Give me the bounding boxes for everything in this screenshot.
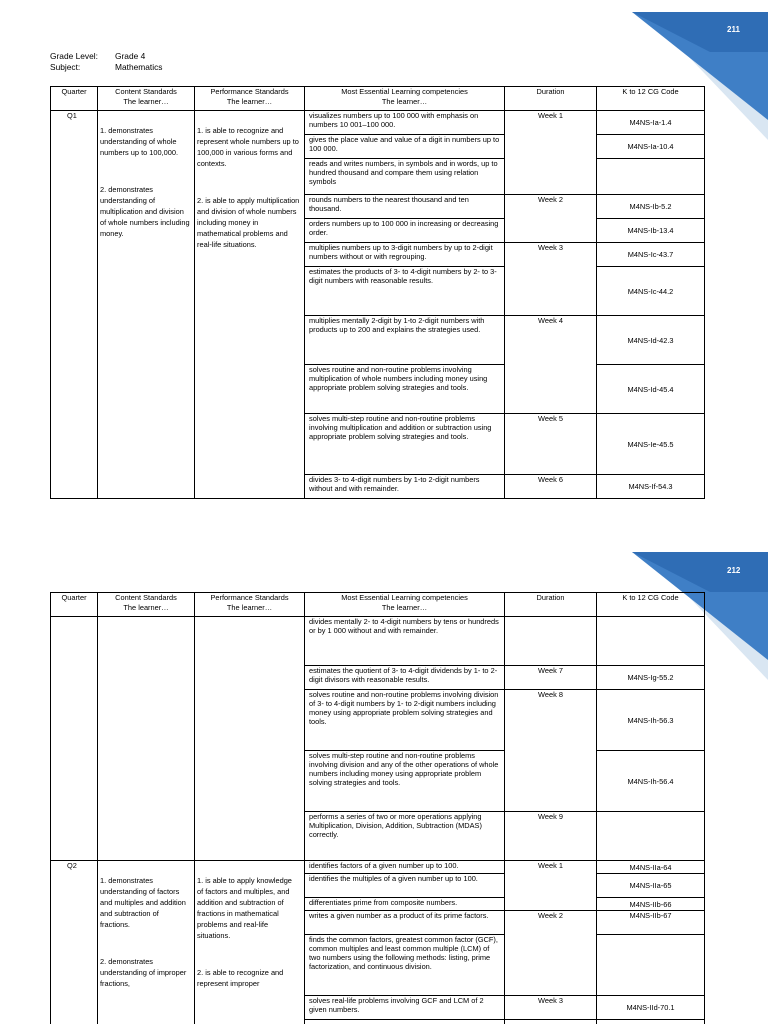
competency-cell: writes a given number as a product of its prime factors. xyxy=(305,911,505,935)
competency-cell: rounds numbers to the nearest thousand and ten thousand. xyxy=(305,195,505,219)
content-standards-cell xyxy=(98,111,195,499)
header-code: K to 12 CG Code xyxy=(597,593,705,617)
code-cell: M4NS-Ic-44.2 xyxy=(597,267,705,316)
code-cell xyxy=(597,617,705,666)
header-competencies: Most Essential Learning competencies The learner… xyxy=(305,87,505,111)
competency-cell: solves routine and non-routine problems involving multiplication of whole numbers including money using appropriate problem solving strategies and tools. xyxy=(305,365,505,414)
grade-level-label: Grade Level: xyxy=(50,51,98,61)
code-cell: M4NS-Ie-45.5 xyxy=(597,414,705,475)
performance-standards-cell xyxy=(195,111,305,499)
header-quarter: Quarter xyxy=(51,593,98,617)
code-cell: M4NS-If-54.3 xyxy=(597,475,705,499)
subject-label: Subject: xyxy=(50,62,81,72)
duration-cell: Week 5 xyxy=(505,414,597,475)
code-cell xyxy=(597,935,705,996)
curriculum-table-q1 xyxy=(50,86,705,499)
code-cell: M4NS-Ig-55.2 xyxy=(597,666,705,690)
competency-cell: multiplies mentally 2-digit by 1-to 2-digit numbers with products up to 200 and explains the strategies used. xyxy=(305,316,505,365)
code-cell xyxy=(597,812,705,861)
competency-cell: identifies factors of a given number up to 100. xyxy=(305,861,505,874)
grade-level-row xyxy=(50,51,145,61)
code-cell: M4NS-Id-45.4 xyxy=(597,365,705,414)
header-performance-standards: Performance Standards The learner… xyxy=(195,87,305,111)
code-cell: M4NS-Ia-1.4 xyxy=(597,111,705,135)
quarter-cell: Q2 xyxy=(51,861,98,1024)
competency-cell: reads and writes numbers, in symbols and in words, up to hundred thousand and compare them using relation symbols xyxy=(305,159,505,195)
header-content-standards: Content Standards The learner… xyxy=(98,87,195,111)
header-content-standards: Content Standards The learner… xyxy=(98,593,195,617)
code-cell: M4NS-Ih-56.3 xyxy=(597,690,705,751)
code-cell: M4NS-IIa-64 xyxy=(597,861,705,874)
code-cell: M4NS-Ic-43.7 xyxy=(597,243,705,267)
duration-cell: Week 3 xyxy=(505,243,597,316)
duration-cell: Week 3 xyxy=(505,996,597,1020)
competency-cell: orders numbers up to 100 000 in increasing or decreasing order. xyxy=(305,219,505,243)
duration-cell: Week 7 xyxy=(505,666,597,690)
duration-cell xyxy=(505,1020,597,1024)
code-cell: M4NS-Ih-56.4 xyxy=(597,751,705,812)
code-cell: M4NS-Ib-13.4 xyxy=(597,219,705,243)
code-cell: M4NS-IId-70.1 xyxy=(597,996,705,1020)
competency-cell: multiplies numbers up to 3-digit numbers by up to 2-digit numbers without or with regrouping. xyxy=(305,243,505,267)
header-duration: Duration xyxy=(505,87,597,111)
code-cell: M4NS-Id-42.3 xyxy=(597,316,705,365)
competency-cell: visualizes numbers up to 100 000 with emphasis on numbers 10 001–100 000. xyxy=(305,111,505,135)
code-cell: M4NS-Ia-10.4 xyxy=(597,135,705,159)
content-standards-cell xyxy=(98,617,195,861)
competency-cell: divides mentally 2- to 4-digit numbers by tens or hundreds or by 1 000 without and with remainder. xyxy=(305,617,505,666)
header-duration: Duration xyxy=(505,593,597,617)
performance-standard-2: 2. is able to apply multiplication and division of whole numbers including money in mathematical problems and real-life situations. xyxy=(197,196,300,249)
duration-cell: Week 8 xyxy=(505,690,597,812)
subject-row xyxy=(50,62,162,72)
content-standard-2: 2. demonstrates understanding of multiplication and division of whole numbers including money. xyxy=(100,185,190,238)
competency-cell: solves multi-step routine and non-routine problems involving division and any of the other operations of whole numbers including money using appropriate problem solving strategies and tools. xyxy=(305,751,505,812)
competency-cell: identifies the multiples of a given number up to 100. xyxy=(305,874,505,898)
table-row xyxy=(51,861,705,874)
code-cell: M4NS-IIb-67 xyxy=(597,911,705,935)
duration-cell: Week 2 xyxy=(505,195,597,243)
competency-cell: differentiates prime from composite numbers. xyxy=(305,898,505,911)
header-competencies: Most Essential Learning competencies The learner… xyxy=(305,593,505,617)
performance-standard-1: 1. is able to recognize and represent whole numbers up to 100,000 in various forms and contexts. xyxy=(197,126,299,168)
curriculum-table-q1-q2 xyxy=(50,592,705,1024)
competency-cell: estimates the quotient of 3- to 4-digit dividends by 1- to 2-digit divisors with reasonable results. xyxy=(305,666,505,690)
competency-cell: estimates the products of 3- to 4-digit numbers by 2- to 3- digit numbers with reasonable results. xyxy=(305,267,505,316)
competency-cell: gives the place value and value of a digit in numbers up to 100 000. xyxy=(305,135,505,159)
duration-cell: Week 1 xyxy=(505,861,597,911)
page2-table-viewport xyxy=(0,590,768,1024)
competency-cell: solves multi-step routine and non-routine problems involving multiplication and addition or subtraction using appropriate problem solving strategies and tools. xyxy=(305,414,505,475)
duration-cell: Week 4 xyxy=(505,316,597,414)
competency-cell: divides 3- to 4-digit numbers by 1-to 2-digit numbers without and with remainder. xyxy=(305,475,505,499)
performance-standard-2: 2. is able to recognize and represent improper xyxy=(197,968,284,988)
duration-cell xyxy=(505,617,597,666)
code-cell: M4NS-IIb-66 xyxy=(597,898,705,911)
duration-cell: Week 6 xyxy=(505,475,597,499)
code-cell xyxy=(597,159,705,195)
duration-cell: Week 9 xyxy=(505,812,597,861)
content-standard-1: 1. demonstrates understanding of factors and multiples and addition and subtraction of fractions. xyxy=(100,876,186,929)
duration-cell: Week 1 xyxy=(505,111,597,195)
performance-standard-1: 1. is able to apply knowledge of factors and multiples, and addition and subtraction of fractions in mathematical problems and real-life situations. xyxy=(197,876,292,940)
competency-cell xyxy=(305,1020,505,1024)
table-row xyxy=(51,617,705,666)
quarter-cell: Q1 xyxy=(51,111,98,499)
quarter-cell xyxy=(51,617,98,861)
content-standard-1: 1. demonstrates understanding of whole numbers up to 100,000. xyxy=(100,126,179,157)
header-code: K to 12 CG Code xyxy=(597,87,705,111)
code-cell xyxy=(597,1020,705,1024)
performance-standards-cell xyxy=(195,861,305,1024)
code-cell: M4NS-Ib-5.2 xyxy=(597,195,705,219)
table-row xyxy=(51,111,705,135)
competency-cell: solves real-life problems involving GCF and LCM of 2 given numbers. xyxy=(305,996,505,1020)
performance-standards-cell xyxy=(195,617,305,861)
duration-cell: Week 2 xyxy=(505,911,597,996)
competency-cell: finds the common factors, greatest common factor (GCF), common multiples and least common multiple (LCM) of two numbers using the following methods: listing, prime factorization, and continuous division. xyxy=(305,935,505,996)
content-standards-cell xyxy=(98,861,195,1024)
competency-cell: solves routine and non-routine problems involving division of 3- to 4-digit numbers by 1- to 2-digit numbers including money using appropriate problem solving strategies and tools. xyxy=(305,690,505,751)
subject-value: Mathematics xyxy=(115,62,163,72)
code-cell: M4NS-IIa-65 xyxy=(597,874,705,898)
page-number: 212 xyxy=(727,566,741,575)
header-quarter: Quarter xyxy=(51,87,98,111)
header-performance-standards: Performance Standards The learner… xyxy=(195,593,305,617)
competency-cell: performs a series of two or more operations applying Multiplication, Division, Addition, Subtraction (MDAS) correctly. xyxy=(305,812,505,861)
grade-level-value: Grade 4 xyxy=(115,51,146,61)
content-standard-2: 2. demonstrates understanding of improper fractions, xyxy=(100,957,187,988)
page-number: 211 xyxy=(727,25,740,34)
